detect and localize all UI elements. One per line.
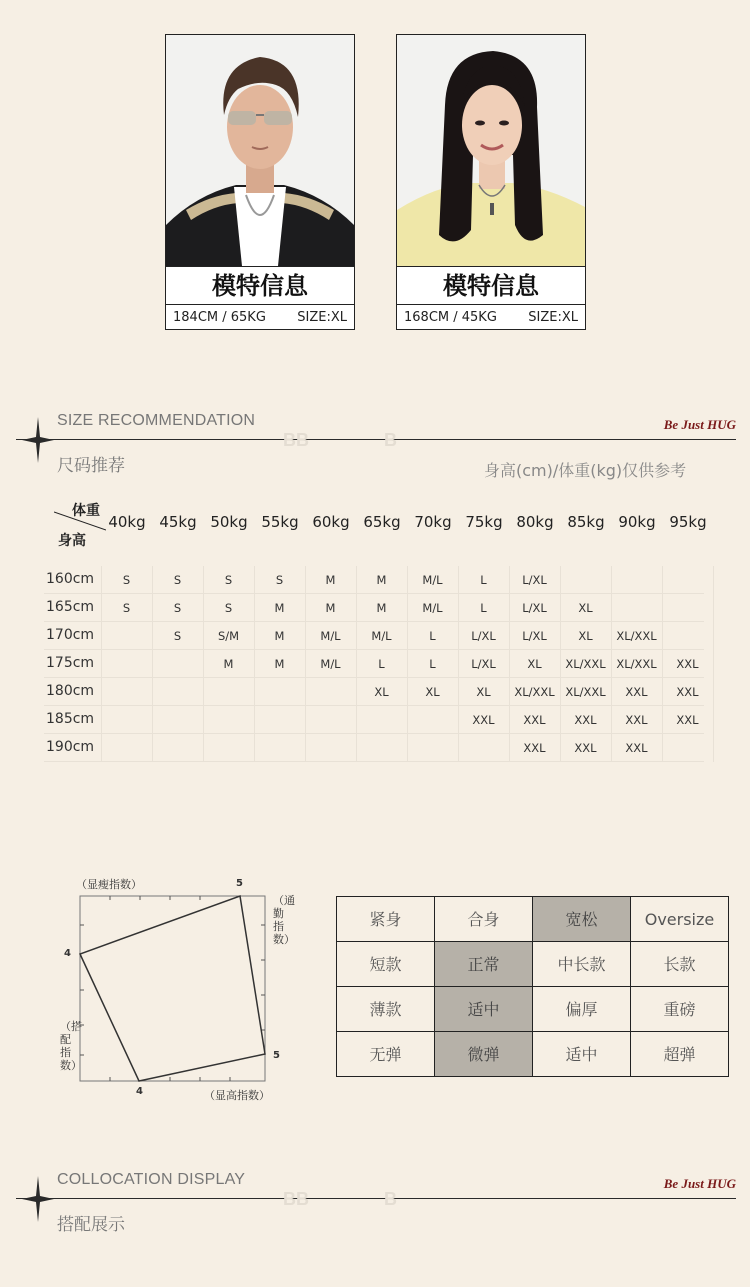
size-cell: L/XL xyxy=(522,629,547,643)
height-row-label: 165cm xyxy=(46,599,95,615)
attribute-option: 适中 xyxy=(532,1031,631,1077)
attribute-option: 紧身 xyxy=(336,896,435,942)
fit-index-shape xyxy=(80,896,265,1081)
slim-score: 5 xyxy=(236,878,243,889)
weight-header: 95kg xyxy=(669,513,707,531)
size-cell: M xyxy=(376,601,387,615)
size-note: 身高(cm)/体重(kg)仅供参考 xyxy=(484,461,687,480)
size-cell: XXL xyxy=(523,713,546,727)
model-size: SIZE:XL xyxy=(528,310,578,325)
size-cell: XXL xyxy=(625,713,648,727)
attribute-option: Oversize xyxy=(630,896,729,942)
model-stats xyxy=(166,304,354,331)
corner-diagonal xyxy=(54,510,106,532)
weight-header: 80kg xyxy=(516,513,554,531)
size-cell: M xyxy=(325,573,336,587)
size-cell: L xyxy=(429,657,436,671)
weight-header: 45kg xyxy=(159,513,197,531)
model-height-weight: 168CM / 45KG xyxy=(404,310,497,325)
attribute-option: 中长款 xyxy=(532,941,631,987)
section-title-cn: 搭配展示 xyxy=(57,1215,125,1235)
brand-logo: Be Just HUG xyxy=(663,417,736,432)
size-cell: XL xyxy=(578,601,593,615)
match-score: 4 xyxy=(64,948,71,959)
weight-header: 50kg xyxy=(210,513,248,531)
size-cell: M xyxy=(274,601,285,615)
attribute-option: 适中 xyxy=(434,986,533,1032)
size-cell: XL/XXL xyxy=(616,657,657,671)
attribute-option: 无弹 xyxy=(336,1031,435,1077)
size-cell: M xyxy=(274,657,285,671)
male-model-photo xyxy=(166,35,354,266)
attribute-option: 短款 xyxy=(336,941,435,987)
size-cell: L xyxy=(480,601,487,615)
slim-index-label: （显瘦指数） xyxy=(76,878,142,891)
size-cell: XXL xyxy=(676,713,699,727)
model-card-female xyxy=(396,34,586,330)
grid-line xyxy=(713,566,714,762)
size-cell: M/L xyxy=(422,573,443,587)
size-cell: S xyxy=(275,573,284,587)
size-cell: L/XL xyxy=(471,657,496,671)
chart-frame xyxy=(50,870,300,1110)
size-cell: S xyxy=(224,573,233,587)
size-cell: M/L xyxy=(320,657,341,671)
attribute-option: 薄款 xyxy=(336,986,435,1032)
size-cell: XL xyxy=(578,629,593,643)
size-cell: XXL xyxy=(676,657,699,671)
weight-header: 70kg xyxy=(414,513,452,531)
size-cell: S xyxy=(224,601,233,615)
weight-header: 75kg xyxy=(465,513,503,531)
size-cell: XXL xyxy=(625,741,648,755)
size-cell: XL/XXL xyxy=(514,685,555,699)
height-row-label: 170cm xyxy=(46,627,95,643)
table-corner xyxy=(54,500,106,548)
female-model-photo xyxy=(397,35,585,266)
match-index-label: （搭配指数） xyxy=(60,1020,82,1072)
size-cell: M/L xyxy=(371,629,392,643)
size-cell: XL xyxy=(527,657,542,671)
size-cell: M xyxy=(376,573,387,587)
model-card-male xyxy=(165,34,355,330)
size-cell: XXL xyxy=(676,685,699,699)
weight-header: 60kg xyxy=(312,513,350,531)
fit-index-chart xyxy=(50,870,300,1110)
size-cell: XXL xyxy=(472,713,495,727)
height-score: 4 xyxy=(136,1086,143,1097)
size-cell: L xyxy=(429,629,436,643)
size-cell: S xyxy=(173,573,182,587)
size-cell: L/XL xyxy=(522,573,547,587)
size-cell: XXL xyxy=(625,685,648,699)
attribute-option: 合身 xyxy=(434,896,533,942)
size-cell: L xyxy=(378,657,385,671)
collocation-section-header xyxy=(0,1164,750,1234)
corner-weight-label: 体重 xyxy=(72,503,100,519)
commute-index-label: （通勤指数） xyxy=(273,894,295,946)
height-row-label: 180cm xyxy=(46,683,95,699)
section-title-en: SIZE RECOMMENDATION xyxy=(57,412,256,429)
size-cell: XXL xyxy=(523,741,546,755)
size-cell: S xyxy=(122,573,131,587)
attribute-option: 微弹 xyxy=(434,1031,533,1077)
size-cell: S/M xyxy=(217,629,240,643)
size-cell: XL xyxy=(476,685,491,699)
size-cell: S xyxy=(122,601,131,615)
size-cell: S xyxy=(173,629,182,643)
weight-header: 65kg xyxy=(363,513,401,531)
brand-watermark: B xyxy=(384,430,397,450)
model-info-title: 模特信息 xyxy=(397,266,585,305)
size-cell: M xyxy=(274,629,285,643)
grid-line xyxy=(44,621,704,622)
size-cell: XL/XXL xyxy=(565,657,606,671)
model-size: SIZE:XL xyxy=(297,310,347,325)
size-cell: L/XL xyxy=(522,601,547,615)
grid-line xyxy=(44,593,704,594)
size-cell: M/L xyxy=(320,629,341,643)
size-cell: XL/XXL xyxy=(616,629,657,643)
grid-line xyxy=(44,649,704,650)
weight-header: 90kg xyxy=(618,513,656,531)
corner-height-label: 身高 xyxy=(58,533,86,549)
sparkle-icon xyxy=(20,415,56,465)
attribute-option: 宽松 xyxy=(532,896,631,942)
size-cell: S xyxy=(173,601,182,615)
divider-line xyxy=(16,439,736,440)
grid-line xyxy=(44,705,704,706)
height-row-label: 190cm xyxy=(46,739,95,755)
commute-score: 5 xyxy=(273,1050,280,1061)
brand-watermark: B xyxy=(384,1189,397,1209)
size-cell: XXL xyxy=(574,713,597,727)
size-cell: L xyxy=(480,573,487,587)
weight-header: 55kg xyxy=(261,513,299,531)
attribute-option: 超弹 xyxy=(630,1031,729,1077)
weight-header: 85kg xyxy=(567,513,605,531)
brand-watermark: BB xyxy=(283,1189,309,1209)
height-row-label: 175cm xyxy=(46,655,95,671)
brand-watermark: BB xyxy=(283,430,309,450)
size-cell: L/XL xyxy=(471,629,496,643)
size-cell: XL xyxy=(425,685,440,699)
attribute-option: 正常 xyxy=(434,941,533,987)
size-cell: XL xyxy=(374,685,389,699)
brand-logo: Be Just HUG xyxy=(663,1176,736,1191)
size-cell: M xyxy=(325,601,336,615)
size-cell: M xyxy=(223,657,234,671)
size-cell: XL/XXL xyxy=(565,685,606,699)
section-title-en: COLLOCATION DISPLAY xyxy=(57,1171,246,1188)
attribute-option: 长款 xyxy=(630,941,729,987)
size-cell: M/L xyxy=(422,601,443,615)
grid-line xyxy=(44,677,704,678)
attribute-option: 重磅 xyxy=(630,986,729,1032)
grid-line xyxy=(44,733,704,734)
model-info-title: 模特信息 xyxy=(166,266,354,305)
model-height-weight: 184CM / 65KG xyxy=(173,310,266,325)
sparkle-icon xyxy=(20,1174,56,1224)
attribute-option: 偏厚 xyxy=(532,986,631,1032)
divider-line xyxy=(16,1198,736,1199)
height-row-label: 185cm xyxy=(46,711,95,727)
section-title-cn: 尺码推荐 xyxy=(57,456,125,476)
model-stats xyxy=(397,304,585,331)
height-index-label: （显高指数） xyxy=(204,1089,270,1102)
size-cell: XXL xyxy=(574,741,597,755)
height-row-label: 160cm xyxy=(46,571,95,587)
weight-header: 40kg xyxy=(108,513,146,531)
grid-line xyxy=(44,761,704,762)
